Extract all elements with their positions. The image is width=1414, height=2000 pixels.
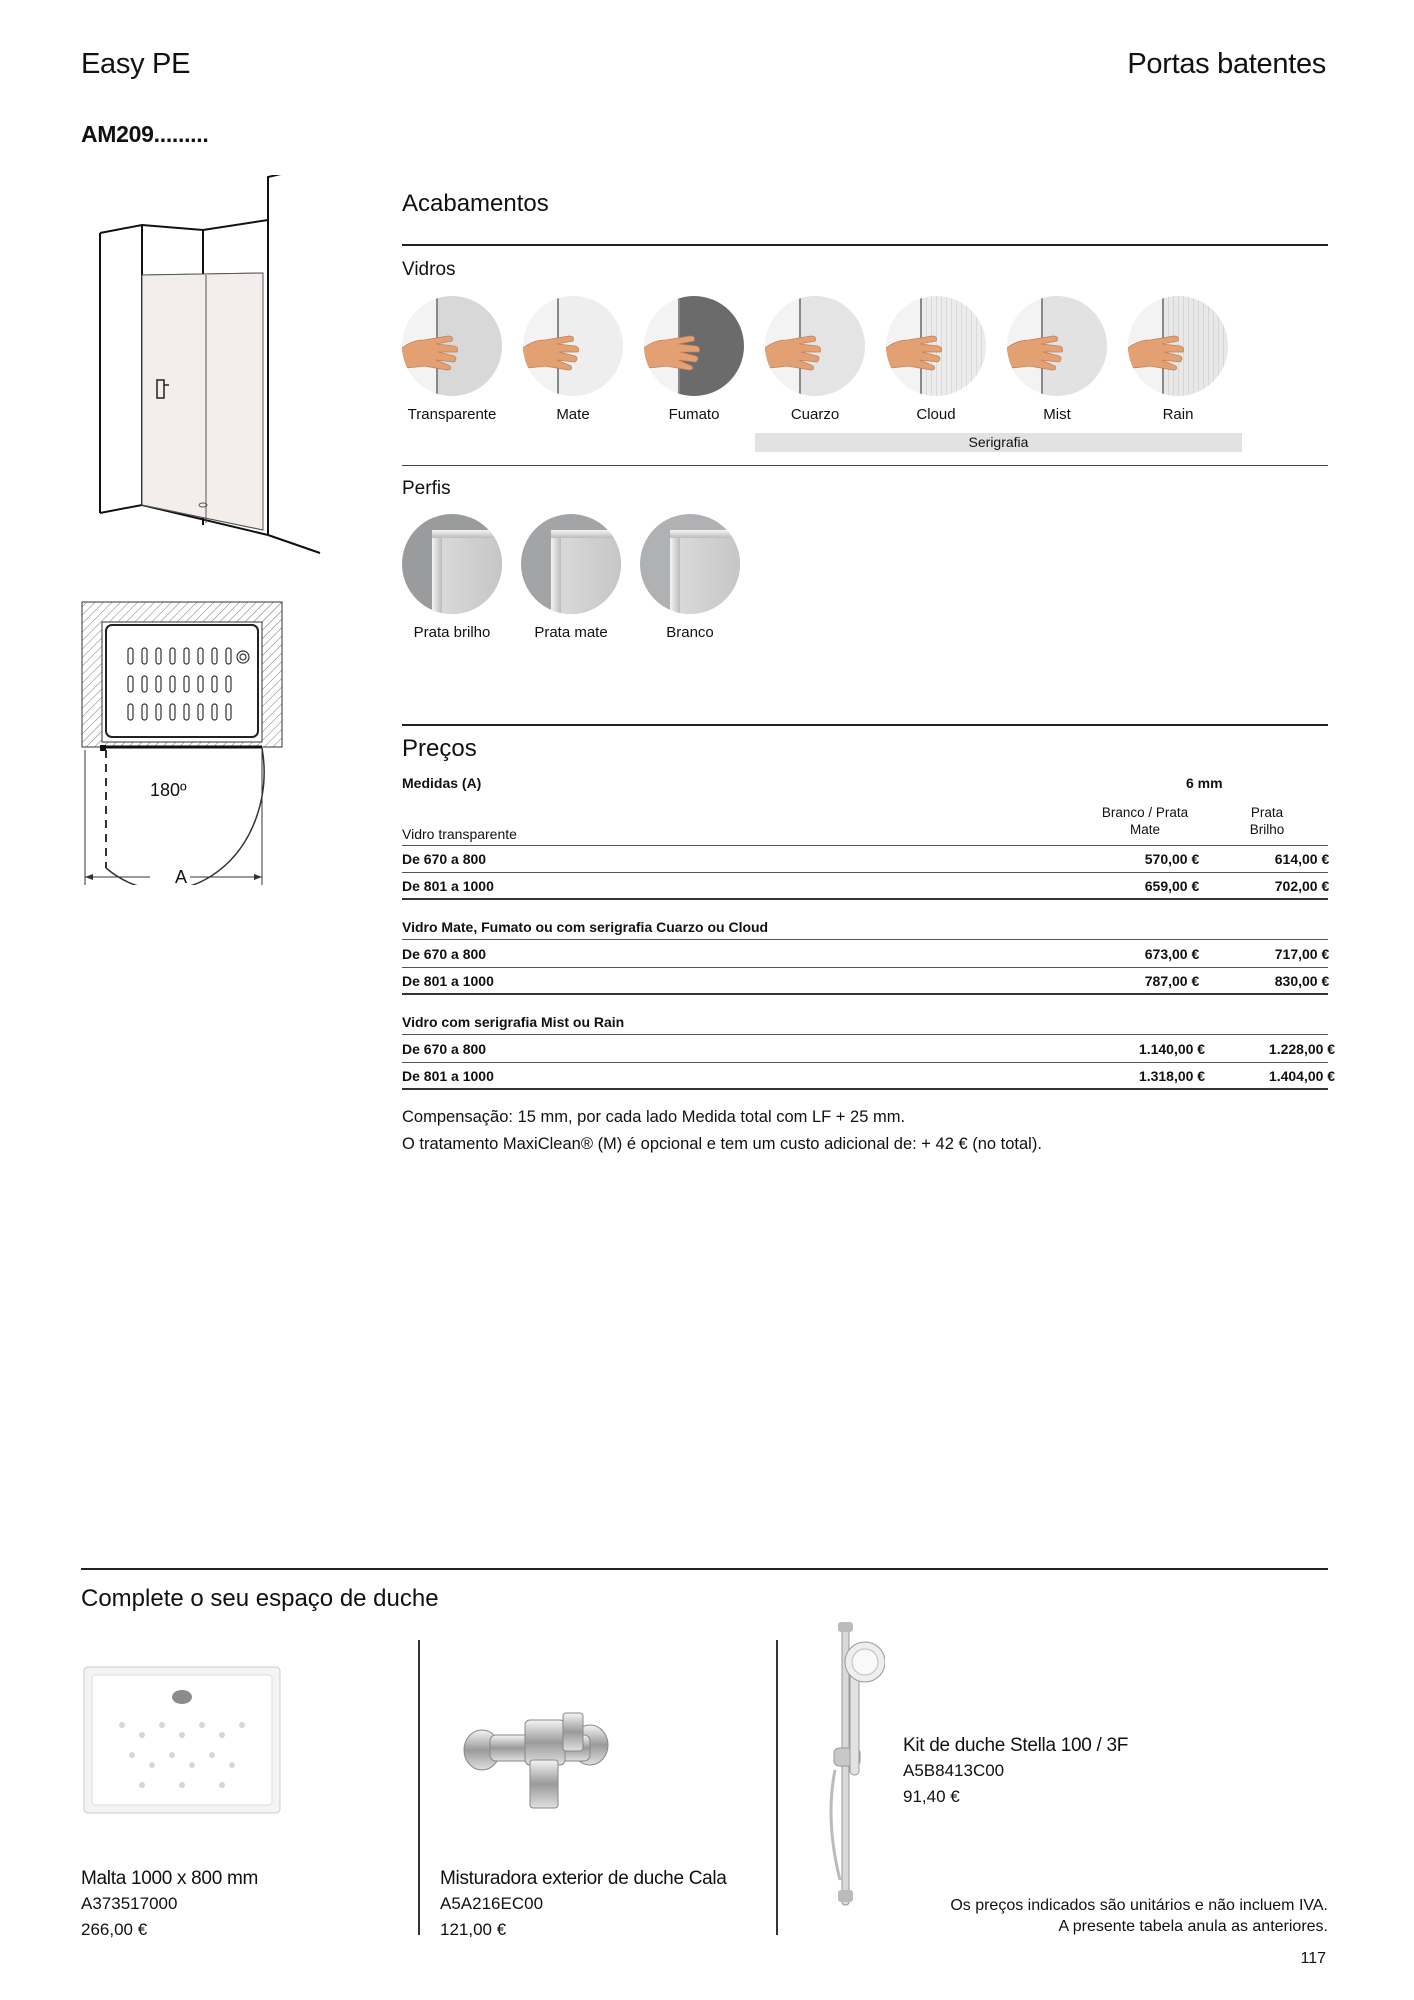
price-row (402, 846, 1328, 873)
profile-swatch-label: Prata brilho (413, 624, 491, 641)
complete-title: Complete o seu espaço de duche (81, 1585, 439, 1612)
product-name: Kit de duche Stella 100 / 3F (903, 1735, 1129, 1756)
plan-view-drawing (80, 600, 285, 885)
price-row (402, 1063, 1336, 1090)
glass-swatch-label: Rain (1162, 406, 1194, 423)
price-col-1: 659,00 € (1144, 878, 1200, 894)
profiles-rule (402, 465, 1328, 466)
price-col-1: 1.318,00 € (1138, 1068, 1206, 1084)
disclaimer-table: A presente tabela anula as anteriores. (1058, 1918, 1328, 1935)
product-price: 266,00 € (81, 1920, 148, 1939)
glass-swatch-label: Cloud (916, 406, 956, 423)
product-price: 121,00 € (440, 1920, 507, 1939)
product-name: Misturadora exterior de duche Cala (440, 1868, 727, 1889)
glass-swatch-label: Mate (556, 406, 590, 423)
profile-swatch-prata-brilho (392, 514, 512, 641)
product-price: 91,40 € (903, 1787, 960, 1806)
price-col-2: 1.404,00 € (1268, 1068, 1336, 1084)
separator-1 (418, 1640, 420, 1935)
price-col-2: 1.228,00 € (1268, 1041, 1336, 1057)
product-code: A5A216EC00 (440, 1894, 544, 1913)
col-header-1: Branco / Prata Mate (1101, 805, 1189, 837)
price-group-header (402, 1008, 1328, 1035)
price-range: De 670 a 800 (402, 851, 487, 867)
price-col-1: 1.140,00 € (1138, 1041, 1206, 1057)
glass-swatch-circle (523, 296, 623, 396)
glass-swatch-label: Transparente (407, 406, 497, 423)
product-code: AM209......... (81, 121, 209, 147)
price-row (402, 1036, 1336, 1063)
glass-title: Vidros (402, 259, 456, 280)
price-group-name: Vidro Mate, Fumato ou com serigrafia Cuarzo ou Cloud (402, 919, 769, 935)
shower-door-drawing (95, 175, 330, 565)
glass-swatch-mate (513, 296, 633, 423)
complete-rule (81, 1568, 1328, 1570)
finishes-rule (402, 244, 1328, 246)
glass-swatch-circle (765, 296, 865, 396)
profile-swatch-prata-mate (511, 514, 631, 641)
glass-swatch-label: Cuarzo (790, 406, 840, 423)
price-range: De 670 a 800 (402, 1041, 487, 1057)
angle-label: 180º (150, 780, 187, 800)
glass-swatch-mist (997, 296, 1117, 423)
shower-tray-image (82, 1665, 282, 1815)
product-card (81, 1868, 258, 1940)
profile-swatch-label: Branco (666, 624, 714, 641)
shower-kit-image (820, 1620, 885, 1910)
glass-swatch-label: Fumato (668, 406, 720, 423)
page-number: 117 (1300, 1950, 1326, 1967)
price-col-1: 570,00 € (1144, 851, 1200, 867)
price-col-2: 830,00 € (1274, 973, 1330, 989)
product-name: Malta 1000 x 800 mm (81, 1868, 258, 1889)
price-col-2: 702,00 € (1274, 878, 1330, 894)
category-title: Portas batentes (1127, 48, 1326, 80)
profile-swatch-circle (402, 514, 502, 614)
disclaimer-vat: Os preços indicados são unitários e não incluem IVA. (950, 1897, 1328, 1914)
price-group-header (402, 818, 1328, 846)
glass-swatch-circle (402, 296, 502, 396)
dimension-label: A (175, 867, 188, 887)
glass-swatch-cuarzo (755, 296, 875, 423)
profile-swatch-branco (630, 514, 750, 641)
product-code: A5B8413C00 (903, 1761, 1005, 1780)
price-col-2: 717,00 € (1274, 946, 1330, 962)
note-compensation: Compensação: 15 mm, por cada lado Medida total com LF + 25 mm. (402, 1108, 906, 1126)
finishes-title: Acabamentos (402, 190, 549, 217)
shower-mixer-image (460, 1705, 615, 1830)
profiles-title: Perfis (402, 478, 451, 499)
price-range: De 801 a 1000 (402, 878, 494, 894)
price-range: De 801 a 1000 (402, 1068, 494, 1084)
col-header-2: Prata Brilho (1249, 805, 1285, 837)
price-group-header (402, 913, 1328, 940)
glass-swatch-transparente (392, 296, 512, 423)
price-range: De 801 a 1000 (402, 973, 494, 989)
price-col-2: 614,00 € (1274, 851, 1330, 867)
glass-swatch-cloud (876, 296, 996, 423)
price-row (402, 873, 1328, 900)
product-card (440, 1868, 727, 1940)
price-group-name: Vidro transparente (402, 826, 517, 842)
serigraphy-band: Serigrafia (755, 433, 1242, 452)
price-row (402, 968, 1328, 995)
profile-swatch-label: Prata mate (534, 624, 608, 641)
profile-swatch-circle (640, 514, 740, 614)
price-range: De 670 a 800 (402, 946, 487, 962)
glass-swatch-circle (1007, 296, 1107, 396)
glass-swatch-circle (1128, 296, 1228, 396)
price-col-1: 787,00 € (1144, 973, 1200, 989)
product-card (903, 1735, 1128, 1807)
glass-swatch-circle (886, 296, 986, 396)
prices-title: Preços (402, 735, 477, 762)
glass-swatch-circle (644, 296, 744, 396)
price-row (402, 941, 1328, 968)
product-code: A373517000 (81, 1894, 178, 1913)
separator-2 (776, 1640, 778, 1935)
glass-swatch-fumato (634, 296, 754, 423)
price-col-1: 673,00 € (1144, 946, 1200, 962)
price-group-name: Vidro com serigrafia Mist ou Rain (402, 1014, 625, 1030)
profile-swatch-circle (521, 514, 621, 614)
series-title: Easy PE (81, 48, 191, 80)
note-maxiclean: O tratamento MaxiClean® (M) é opcional e tem um custo adicional de: + 42 € (no total). (402, 1135, 1042, 1153)
prices-rule (402, 724, 1328, 726)
measures-label: Medidas (A) (402, 775, 482, 791)
thickness-label: 6 mm (1186, 775, 1223, 791)
glass-swatch-label: Mist (1043, 406, 1071, 423)
glass-swatch-rain (1118, 296, 1238, 423)
